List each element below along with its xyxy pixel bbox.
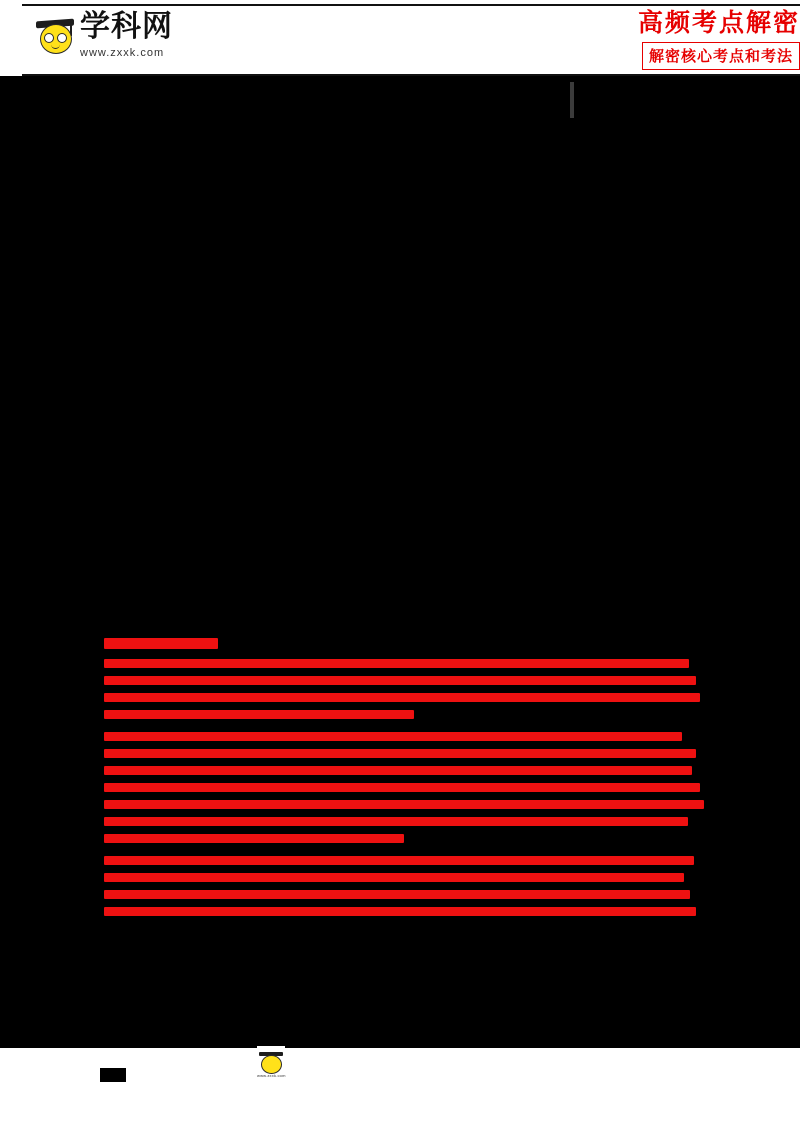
brand-name-cn: 学科网: [80, 10, 173, 43]
explanation-line: [104, 783, 700, 792]
explanation-line: [104, 676, 696, 685]
graduation-cap-mascot-icon: [259, 1049, 283, 1073]
page-subtitle: 解密核心考点和考法: [648, 47, 793, 65]
answer-heading: [104, 638, 218, 649]
explanation-line: [104, 749, 696, 758]
page-subtitle-box: [642, 42, 800, 70]
page-title: 高频考点解密: [637, 9, 800, 37]
page-header-banner: [22, 4, 800, 76]
answer-explanation-block: [104, 638, 704, 924]
explanation-line: [104, 890, 690, 899]
brand-logo: [36, 12, 173, 59]
brand-text: [80, 12, 173, 59]
redaction-artifact: [570, 82, 574, 118]
explanation-line: [104, 710, 414, 719]
explanation-line: [104, 800, 704, 809]
explanation-line: [104, 817, 688, 826]
explanation-line: [104, 834, 404, 843]
explanation-line: [104, 907, 696, 916]
explanation-line: [104, 766, 692, 775]
brand-url: www.zxxk.com: [80, 47, 165, 59]
footer-brand-url: www.zxxk.com: [257, 1073, 286, 1078]
explanation-line: [104, 732, 682, 741]
footer-brand-logo: [257, 1046, 285, 1080]
explanation-line: [104, 659, 689, 668]
mascot-eye-left-icon: [44, 33, 54, 43]
footer-redacted-mark: [100, 1068, 126, 1082]
explanation-line: [104, 873, 684, 882]
explanation-line: [104, 693, 700, 702]
header-title-group: [638, 10, 800, 70]
explanation-line: [104, 856, 694, 865]
mascot-face-icon: [261, 1055, 282, 1074]
mascot-eye-right-icon: [57, 33, 67, 43]
graduation-cap-mascot-icon: [36, 14, 76, 54]
